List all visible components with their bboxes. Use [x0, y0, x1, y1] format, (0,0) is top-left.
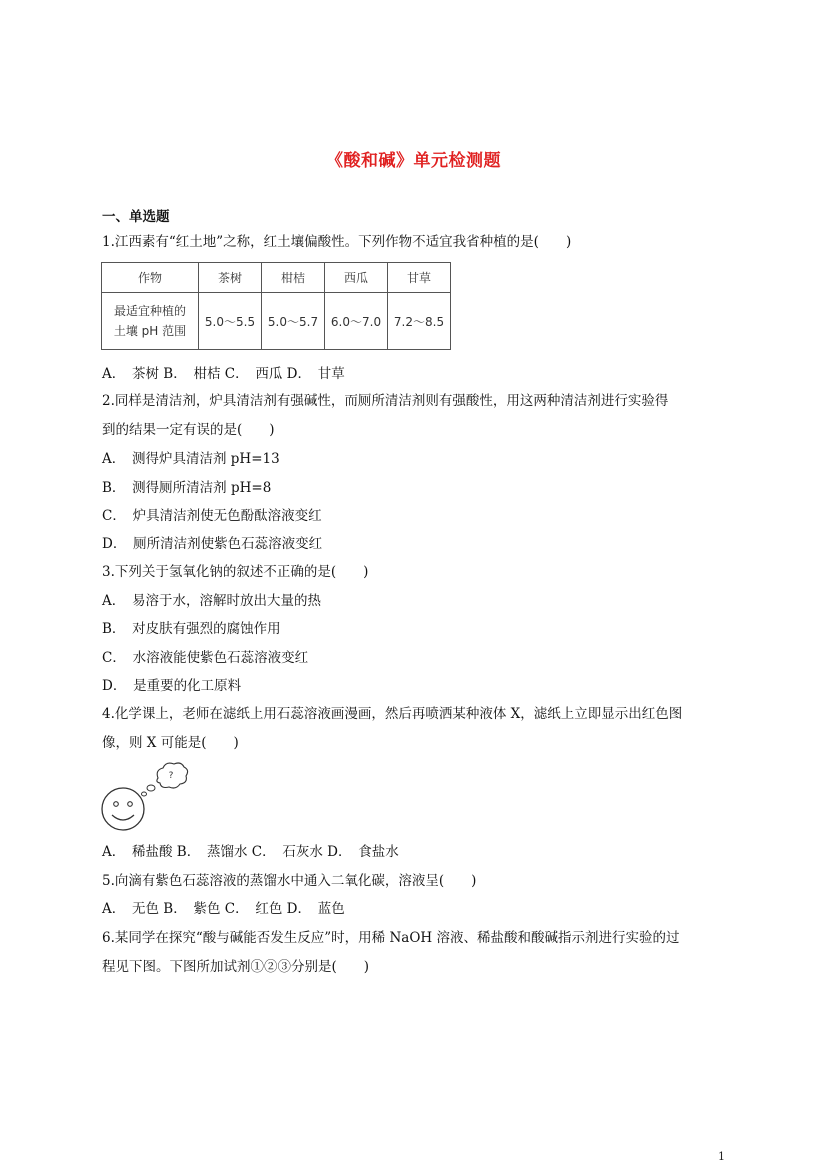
q1-ph-table — [101, 262, 451, 350]
table-header-cell: 柑桔 — [262, 263, 325, 293]
q3-option-a: A． 易溶于水，溶解时放出大量的热 — [102, 593, 321, 609]
table-row — [102, 293, 451, 350]
smiley-face-icon — [100, 760, 190, 836]
document-title: 《酸和碱》单元检测题 — [326, 151, 501, 171]
q3-option-b: B． 对皮肤有强烈的腐蚀作用 — [102, 621, 281, 637]
q5-stem: 5.向滴有紫色石蕊溶液的蒸馏水中通入二氧化碳，溶液呈( ) — [102, 873, 477, 889]
table-row-label — [102, 293, 199, 350]
q2-option-d: D． 厕所清洁剂使紫色石蕊溶液变红 — [102, 536, 323, 552]
q4-stem-line1: 4.化学课上，老师在滤纸上用石蕊溶液画漫画，然后再喷洒某种液体 X，滤纸上立即显示出红色图 — [102, 706, 683, 722]
q1-options: A． 茶树 B． 柑桔 C． 西瓜 D． 甘草 — [102, 366, 345, 382]
section-title: 一、单选题 — [102, 209, 170, 225]
table-cell: 7.2～8.5 — [388, 293, 451, 350]
q6-stem-line1: 6.某同学在探究“酸与碱能否发生反应”时，用稀 NaOH 溶液、稀盐酸和酸碱指示剂进行实验的过 — [102, 930, 680, 946]
q2-stem-line1: 2.同样是清洁剂，炉具清洁剂有强碱性，而厕所清洁剂则有强酸性，用这两种清洁剂进行实验得 — [102, 393, 669, 409]
q3-option-d: D． 是重要的化工原料 — [102, 678, 242, 694]
q2-option-c: C． 炉具清洁剂使无色酚酞溶液变红 — [102, 508, 322, 524]
table-header-cell: 甘草 — [388, 263, 451, 293]
q2-option-a: A． 测得炉具清洁剂 pH=13 — [102, 451, 280, 467]
table-cell: 6.0～7.0 — [325, 293, 388, 350]
table-header-cell: 作物 — [102, 263, 199, 293]
q6-stem-line2: 程见下图。下图所加试剂①②③分别是( ) — [102, 959, 370, 975]
q5-options: A． 无色 B． 紫色 C． 红色 D． 蓝色 — [102, 901, 345, 917]
table-cell: 5.0～5.7 — [262, 293, 325, 350]
q4-stem-line2: 像，则 X 可能是( ) — [102, 735, 239, 751]
q2-option-b: B． 测得厕所清洁剂 pH=8 — [102, 480, 272, 496]
row-label-line: 土壤 pH 范围 — [113, 324, 187, 338]
q4-options: A． 稀盐酸 B． 蒸馏水 C． 石灰水 D． 食盐水 — [102, 844, 399, 860]
q3-option-c: C． 水溶液能使紫色石蕊溶液变红 — [102, 650, 309, 666]
q1-stem: 1.江西素有“红土地”之称，红土壤偏酸性。下列作物不适宜我省种植的是( ) — [102, 234, 572, 250]
question-mark-text: ? — [168, 771, 174, 781]
table-header-cell: 茶树 — [199, 263, 262, 293]
table-cell: 5.0～5.5 — [199, 293, 262, 350]
page-number: 1 — [718, 1150, 725, 1163]
smiley-thought-figure — [100, 760, 190, 836]
q2-stem-line2: 到的结果一定有误的是( ) — [102, 422, 275, 438]
table-header-cell: 西瓜 — [325, 263, 388, 293]
row-label-line: 最适宜种植的 — [113, 304, 186, 318]
q3-stem: 3.下列关于氢氧化钠的叙述不正确的是( ) — [102, 564, 369, 580]
table-header-row — [102, 263, 451, 293]
